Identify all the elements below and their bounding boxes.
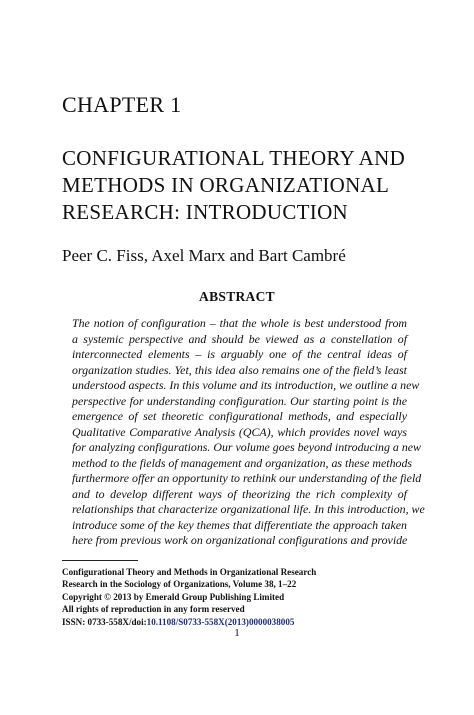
abstract-line: organization studies. Yet, this idea also remains one of the field’s least [72, 362, 407, 377]
abstract-line: perspective for understanding configuration. Our starting point is the [72, 393, 407, 408]
abstract-line: interconnected elements – is arguably one of the central ideas of [72, 347, 407, 361]
chapter-title-line: METHODS IN ORGANIZATIONAL [62, 173, 390, 197]
chapter-title [62, 145, 442, 226]
abstract-body [72, 316, 425, 549]
footnote-copyright: Copyright © 2013 by Emerald Group Publishing Limited [62, 591, 285, 602]
abstract-line: relationships that characterize organizational life. In this introduction, we [72, 502, 425, 516]
chapter-label: CHAPTER 1 [62, 92, 182, 117]
abstract-line: a systemic perspective and should be viewed as a constellation of [72, 331, 407, 346]
issn-prefix: ISSN: 0733-558X/doi: [62, 616, 147, 627]
chapter-title-line: CONFIGURATIONAL THEORY AND [62, 146, 406, 170]
abstract-line: method to the fields of management and organization, as these methods [72, 455, 413, 470]
abstract-line: introduce some of the key themes that differentiate the approach taken [72, 517, 407, 532]
page-number: 1 [234, 627, 240, 639]
abstract-line: Qualitative Comparative Analysis (QCA), which provides novel ways [72, 424, 407, 439]
chapter-title-line: RESEARCH: INTRODUCTION [62, 200, 349, 224]
abstract-line: for analyzing configurations. Our volume goes beyond introducing a new [72, 440, 421, 454]
footnote-divider [62, 560, 138, 561]
abstract-line: The notion of configuration – that the whole is best understood from [72, 316, 407, 330]
abstract-line: here from previous work on organizational configurations and provide [72, 533, 408, 547]
abstract-line: furthermore offer an opportunity to rethink our understanding of the field [72, 471, 422, 485]
doi-link[interactable]: 10.1108/S0733-558X(2013)0000038005 [146, 616, 295, 627]
abstract-line: understood aspects. In this volume and its introduction, we outline a new [72, 378, 420, 392]
authors: Peer C. Fiss, Axel Marx and Bart Cambré [62, 246, 346, 265]
footnote-series: Research in the Sociology of Organizations, Volume 38, 1–22 [62, 579, 297, 590]
footnote-book-title: Configurational Theory and Methods in Organizational Research [62, 567, 317, 577]
abstract-line: and to develop different ways of theorizing the rich complexity of [72, 486, 407, 501]
footnote [62, 566, 442, 628]
abstract-heading: ABSTRACT [199, 289, 275, 304]
abstract-line: emergence of set theoretic configurational methods, and especially [72, 409, 407, 423]
footnote-rights: All rights of reproduction in any form reserved [62, 604, 245, 615]
